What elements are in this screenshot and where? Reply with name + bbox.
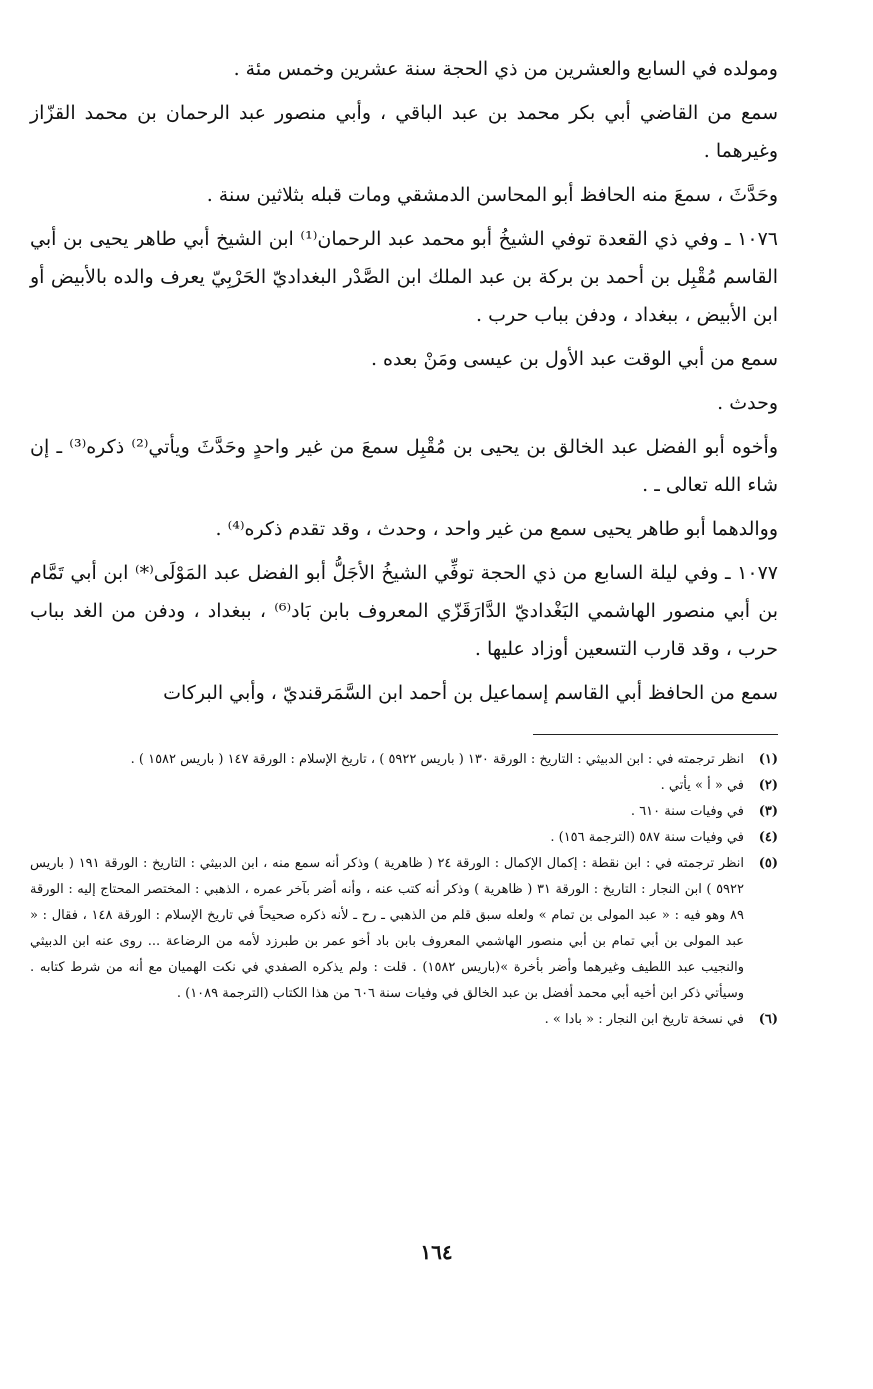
footnote (30, 851, 778, 1007)
footnote-number: (١) (758, 752, 778, 767)
footnote-number: (٢) (758, 778, 778, 793)
footnote (30, 825, 778, 851)
paragraph: وأخوه أبو الفضل عبد الخالق بن يحيى بن مُقْبِل سمعَ من غير واحدٍ وحَدَّثَ ويأتي⁽²⁾ ذكره⁽³⁾ ـ إن شاء الله تعالى ـ . (30, 436, 778, 496)
footnote-text: في وفيات سنة ٦١٠ . (630, 804, 744, 819)
paragraph: ووالدهما أبو طاهر يحيى سمع من غير واحد ، وحدث ، وقد تقدم ذكره⁽⁴⁾ . (215, 518, 778, 540)
footnote-separator (533, 734, 778, 735)
paragraph: وحَدَّثَ ، سمعَ منه الحافظ أبو المحاسن الدمشقي ومات قبله بثلاثين سنة . (206, 184, 778, 206)
footnote (30, 773, 778, 799)
entry-1076: ١٠٧٦ ـ وفي ذي القعدة توفي الشيخُ أبو محمد عبد الرحمان⁽¹⁾ ابن الشيخ أبي طاهر يحيى بن أبي القاسم مُقْبِل بن أحمد بن بركة بن عبد الملك ابن الصَّدْر البغداديّ الحَرْبِيّ يعرف والده بالأبيض أو ابن الأبيض ، ببغداد ، ودفن بباب حرب . (30, 228, 778, 326)
paragraph: وحدث . (717, 392, 778, 414)
document-page (30, 50, 778, 1389)
footnote (30, 799, 778, 825)
footnote-number: (٥) (758, 856, 778, 871)
footnote-text: انظر ترجمته في : ابن الدبيثي : التاريخ : الورقة ١٣٠ ( باريس ٥٩٢٢ ) ، تاريخ الإسلام : الورقة ١٤٧ ( باريس ١٥٨٢ ) . (130, 752, 744, 767)
entry-1077: ١٠٧٧ ـ وفي ليلة السابع من ذي الحجة توفِّي الشيخُ الأجَلُّ أبو الفضل عبد المَوْلَى⁽*⁾ ابن أبي تَمَّام بن أبي منصور الهاشمي البَغْداديّ الدَّارَقَزّي المعروف بابن بَاد⁽⁶⁾ ، ببغداد ، ودفن من الغد بباب حرب ، وقد قارب التسعين أوزاد عليها . (30, 562, 779, 660)
main-text (30, 50, 778, 712)
footnote-text: في « أ » يأتي . (660, 778, 744, 793)
footnote (30, 1007, 778, 1033)
footnote-number: (٣) (758, 804, 778, 819)
paragraph: سمع من القاضي أبي بكر محمد بن عبد الباقي ، وأبي منصور عبد الرحمان بن محمد القزّاز وغيرهما . (30, 102, 778, 162)
footnote-text: في وفيات سنة ٥٨٧ (الترجمة ١٥٦) . (550, 830, 744, 845)
footnote-text: انظر ترجمته في : ابن نقطة : إكمال الإكمال : الورقة ٢٤ ( ظاهرية ) وذكر أنه سمع منه ، ابن الدبيثي : التاريخ : الورقة ١٩١ ( باريس ٥٩٢٢ ) ابن النجار : التاريخ : الورقة ٣١ ( ظاهرية ) وذكر أنه كتب عنه ، وأنه أضر بآخر عمره ، الذهبي : المختصر المحتاج إليه : الورقة ٨٩ وهو فيه : « عبد المولى بن تمام » ولعله سبق قلم من الذهبي ـ رح ـ لأنه ذكره صحيحاً في تاريخ الإسلام : الورقة ١٤٨ ، فقال : « عبد المولى بن أبي تمام بن أبي منصور الهاشمي المعروف بابن باد أخو عمر بن طبرزد لأمه من الرضاعة ... روى عنه ابن الدبيثي والنجيب عبد اللطيف وغيرهما وأضر بأخرة »(باريس ١٥٨٢) . قلت : ولم يذكره الصفدي في نكت الهميان مع أنه من شرط كتابه . وسيأتي ذكر ابن أخيه أبي محمد أفضل بن عبد الخالق في وفيات سنة ٦٠٦ من هذا الكتاب (الترجمة ١٠٨٩) . (30, 856, 745, 1001)
footnote-number: (٦) (758, 1012, 778, 1027)
footnotes (30, 747, 778, 1033)
footnote (30, 747, 778, 773)
page-number: ١٦٤ (420, 1240, 453, 1264)
footnote-text: في نسخة تاريخ ابن النجار : « بادا » . (544, 1012, 744, 1027)
paragraph: سمع من أبي الوقت عبد الأول بن عيسى ومَنْ بعده . (370, 348, 778, 370)
footnote-number: (٤) (758, 830, 778, 845)
paragraph: سمع من الحافظ أبي القاسم إسماعيل بن أحمد ابن السَّمَرقنديّ ، وأبي البركات (163, 682, 778, 704)
paragraph: ومولده في السابع والعشرين من ذي الحجة سنة عشرين وخمس مئة . (233, 58, 778, 80)
